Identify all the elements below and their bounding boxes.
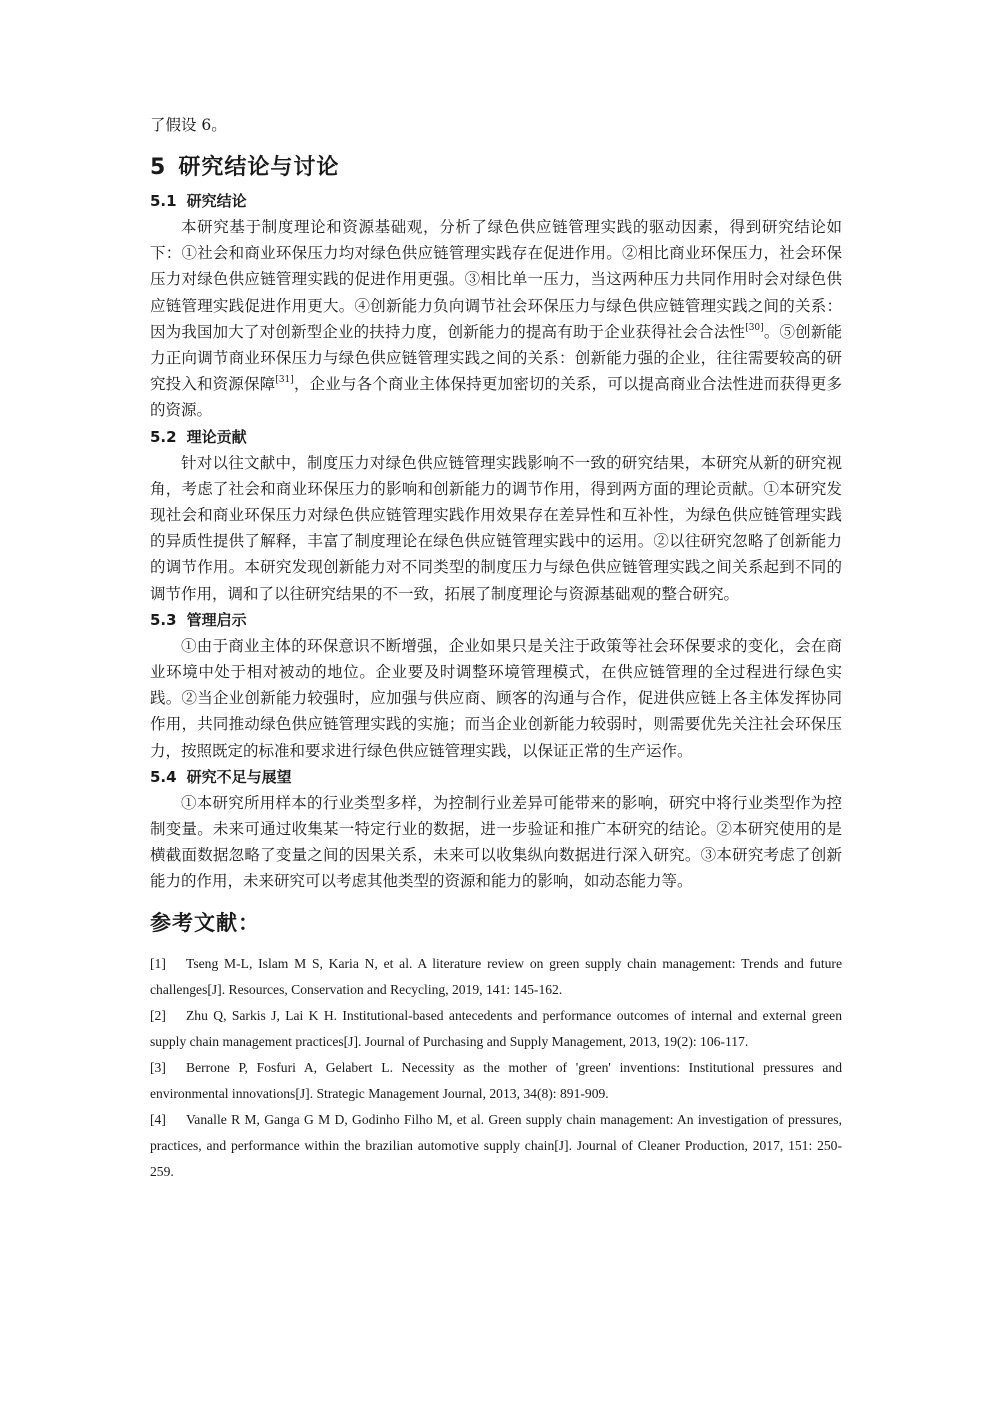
paragraph-theoretical-contribution: 针对以往文献中，制度压力对绿色供应链管理实践影响不一致的研究结果，本研究从新的研究视角，考虑了社会和商业环保压力的影响和创新能力的调节作用，得到两方面的理论贡献。①本研究发现社会和商业环保压力对绿色供应链管理实践作用效果存在差异性和互补性，为绿色供应链管理实践的异质性提供了解释，丰富了制度理论在绿色供应链管理实践中的运用。②以往研究忽略了创新能力的调节作用。本研究发现创新能力对不同类型的制度压力与绿色供应链管理实践之间关系起到不同的调节作用，调和了以往研究结果的不一致，拓展了制度理论与资源基础观的整合研究。 bbox=[150, 453, 842, 603]
reference-text: Vanalle R M, Ganga G M D, Godinho Filho M, et al. Green supply chain management: An investigation of pressures, practices, and performance within the brazilian automotive supply chain[J]. Journal of Cleaner Production, 2017, 151: 250-259. bbox=[150, 1111, 842, 1179]
subsection-number: 5.3 bbox=[150, 610, 177, 629]
subsection-number: 5.4 bbox=[150, 767, 177, 786]
paragraph-conclusions bbox=[150, 214, 842, 424]
citation-marker: [31] bbox=[275, 375, 294, 386]
subsection-heading-5-1 bbox=[150, 189, 842, 214]
reference-item bbox=[150, 1107, 842, 1185]
references-heading: 参考文献： bbox=[150, 910, 260, 935]
reference-index: [2] bbox=[150, 1007, 166, 1023]
paragraph-text: 本研究基于制度理论和资源基础观，分析了绿色供应链管理实践的驱动因素，得到研究结论如下：①社会和商业环保压力均对绿色供应链管理实践存在促进作用。②相比商业环保压力，社会环保压力对绿色供应链管理实践的促进作用更强。③相比单一压力，当这两种压力共同作用时会对绿色供应链管理实践促进作用更大。④创新能力负向调节社会环保压力与绿色供应链管理实践之间的关系：因为我国加大了对创新型企业的扶持力度，创新能力的提高有助于企业获得社会合法性 bbox=[150, 218, 842, 341]
reference-item bbox=[150, 1055, 842, 1107]
reference-text: Tseng M-L, Islam M S, Karia N, et al. A literature review on green supply chain management: Trends and future challenges[J]. Resources, Conservation and Recycling, 2019, 141: 145-162. bbox=[150, 955, 842, 997]
reference-item bbox=[150, 951, 842, 1003]
subsection-number: 5.1 bbox=[150, 192, 177, 210]
paragraph-limitations: ①本研究所用样本的行业类型多样，为控制行业差异可能带来的影响，研究中将行业类型作为控制变量。未来可通过收集某一特定行业的数据，进一步验证和推广本研究的结论。②本研究使用的是横截面数据忽略了变量之间的因果关系，未来可以收集纵向数据进行深入研究。③本研究考虑了创新能力的作用，未来研究可以考虑其他类型的资源和能力的影响，如动态能力等。 bbox=[150, 793, 842, 891]
citation-marker: [30] bbox=[745, 322, 764, 333]
section-title: 研究结论与讨论 bbox=[178, 155, 340, 180]
subsection-number: 5.2 bbox=[150, 427, 177, 446]
section-number: 5 bbox=[150, 155, 167, 180]
paragraph-management-implications: ①由于商业主体的环保意识不断增强，企业如果只是关注于政策等社会环保要求的变化，会在商业环境中处于相对被动的地位。企业要及时调整环境管理模式，在供应链管理的全过程进行绿色实践。②当企业创新能力较强时，应加强与供应商、顾客的沟通与合作，促进供应链上各主体发挥协同作用，共同推动绿色供应链管理实践的实施；而当企业创新能力较弱时，则需要优先关注社会环保压力，按照既定的标准和要求进行绿色供应链管理实践，以保证正常的生产运作。 bbox=[150, 636, 842, 760]
reference-index: [4] bbox=[150, 1111, 166, 1127]
reference-item bbox=[150, 1003, 842, 1055]
subsection-heading-5-2 bbox=[150, 425, 842, 450]
section-heading bbox=[150, 150, 842, 181]
carryover-line: 了假设 6。 bbox=[150, 116, 227, 134]
subsection-heading-5-3 bbox=[150, 608, 842, 633]
subsection-title: 管理启示 bbox=[186, 610, 247, 629]
paragraph-text: 。⑤创新能力正向调节商业环保压力与绿色供应链管理实践之间的关系：创新能力强的企业，往往需要较高的研究投入和资源保障 bbox=[150, 322, 842, 394]
reference-index: [1] bbox=[150, 955, 166, 971]
subsection-title: 理论贡献 bbox=[186, 427, 247, 446]
subsection-title: 研究结论 bbox=[186, 192, 247, 210]
reference-index: [3] bbox=[150, 1059, 166, 1075]
subsection-title: 研究不足与展望 bbox=[186, 767, 292, 786]
reference-text: Berrone P, Fosfuri A, Gelabert L. Necessity as the mother of 'green' inventions: Institutional pressures and environmental innovations[J]. Strategic Management Journal, 2013, 34(8): 891-909. bbox=[150, 1059, 842, 1101]
paper-page bbox=[150, 112, 842, 1185]
paragraph-text: ，企业与各个商业主体保持更加密切的关系，可以提高商业合法性进而获得更多的资源。 bbox=[150, 375, 842, 420]
reference-text: Zhu Q, Sarkis J, Lai K H. Institutional-based antecedents and performance outcomes of internal and external green supply chain management practices[J]. Journal of Purchasing and Supply Management, 2013, 19(2): 106-117. bbox=[150, 1007, 842, 1049]
references-list bbox=[150, 951, 842, 1185]
subsection-heading-5-4 bbox=[150, 765, 842, 790]
